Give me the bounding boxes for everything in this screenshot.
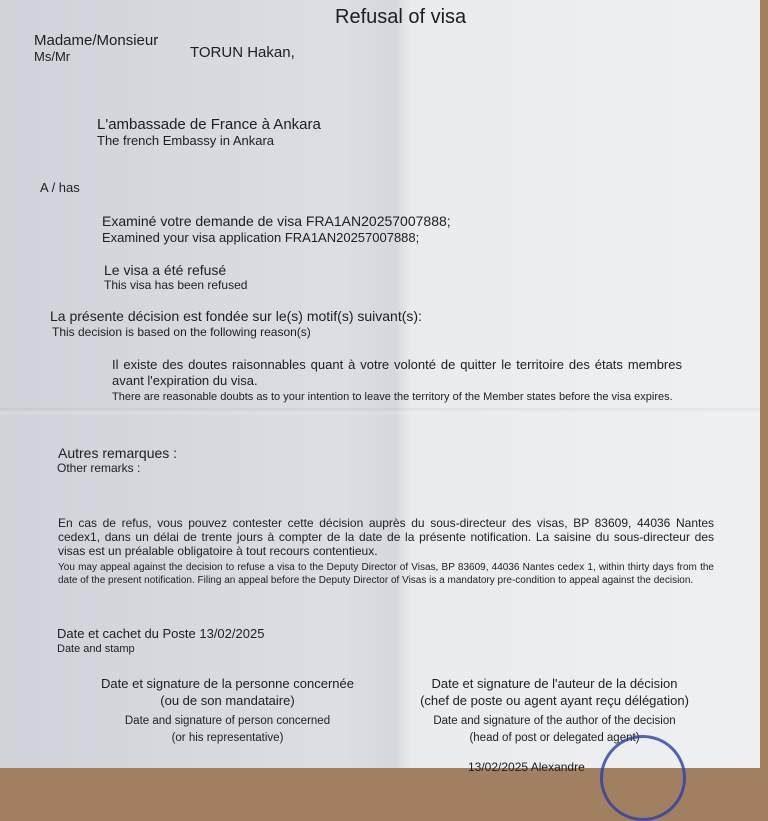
- sig-author-en2: (head of post or delegated agent): [469, 732, 640, 744]
- remarks-fr: Autres remarques :: [58, 445, 178, 461]
- has-label: A / has: [40, 180, 80, 195]
- refused-en: This visa has been refused: [104, 278, 248, 292]
- signature-person-block: [90, 675, 365, 747]
- examined-fr: Examiné votre demande de visa FRA1AN20257007888;: [102, 213, 451, 229]
- appeal-fr: En cas de refus, vous pouvez contester cette décision auprès du sous-directeur des visas, BP 83609, 44036 Nantes cedex1, dans un délai de trente jours à compter de la date de la présente notification. La saisine du sous-directeur des visas est un préalable obligatoire à tout recours contentieux.: [58, 516, 714, 558]
- post-date-fr: Date et cachet du Poste 13/02/2025: [57, 626, 265, 641]
- sig-person-fr2: (ou de son mandataire): [160, 693, 295, 708]
- refused-fr: Le visa a été refusé: [104, 262, 227, 278]
- addressee-label-en: Ms/Mr: [34, 49, 71, 64]
- sig-person-fr1: Date et signature de la personne concernée: [101, 676, 354, 691]
- applicant-name: TORUN Hakan,: [190, 44, 295, 61]
- sig-person-en2: (or his representative): [171, 732, 284, 744]
- reasons-intro-en: This decision is based on the following reason(s): [52, 325, 311, 339]
- sig-person-en1: Date and signature of person concerned: [124, 715, 331, 727]
- examined-en: Examined your visa application FRA1AN20257007888;: [102, 230, 420, 245]
- appeal-en: You may appeal against the decision to refuse a visa to the Deputy Director of Visas, BP 83609, 44036 Nantes cedex 1, within thirty days from the date of the present notification. Filing an appeal before the Deputy Director of Visas is a mandatory pre-condition to appeal against the decision.: [58, 562, 714, 586]
- addressee-label-fr: Madame/Monsieur: [34, 32, 159, 49]
- reasons-intro-fr: La présente décision est fondée sur le(s) motif(s) suivant(s):: [50, 308, 422, 324]
- remarks-en: Other remarks :: [57, 461, 141, 475]
- signature-line: 13/02/2025 Alexandre: [468, 760, 585, 774]
- reason-en: There are reasonable doubts as to your intention to leave the territory of the Member states before the visa expires.: [112, 391, 673, 403]
- authority-en: The french Embassy in Ankara: [97, 133, 275, 148]
- sig-author-fr1: Date et signature de l'auteur de la décision: [431, 676, 678, 691]
- document-title: Refusal of visa: [335, 6, 467, 28]
- paper-fold: [0, 408, 760, 414]
- sig-author-fr2: (chef de poste ou agent ayant reçu délégation): [420, 693, 689, 708]
- reason-fr: Il existe des doutes raisonnables quant à votre volonté de quitter le territoire des états membres avant l'expiration du visa.: [112, 357, 682, 388]
- authority-fr: L'ambassade de France à Ankara: [97, 116, 321, 133]
- embassy-stamp-icon: [600, 735, 686, 821]
- post-date-en: Date and stamp: [57, 643, 135, 655]
- sig-author-en1: Date and signature of the author of the decision: [433, 715, 676, 727]
